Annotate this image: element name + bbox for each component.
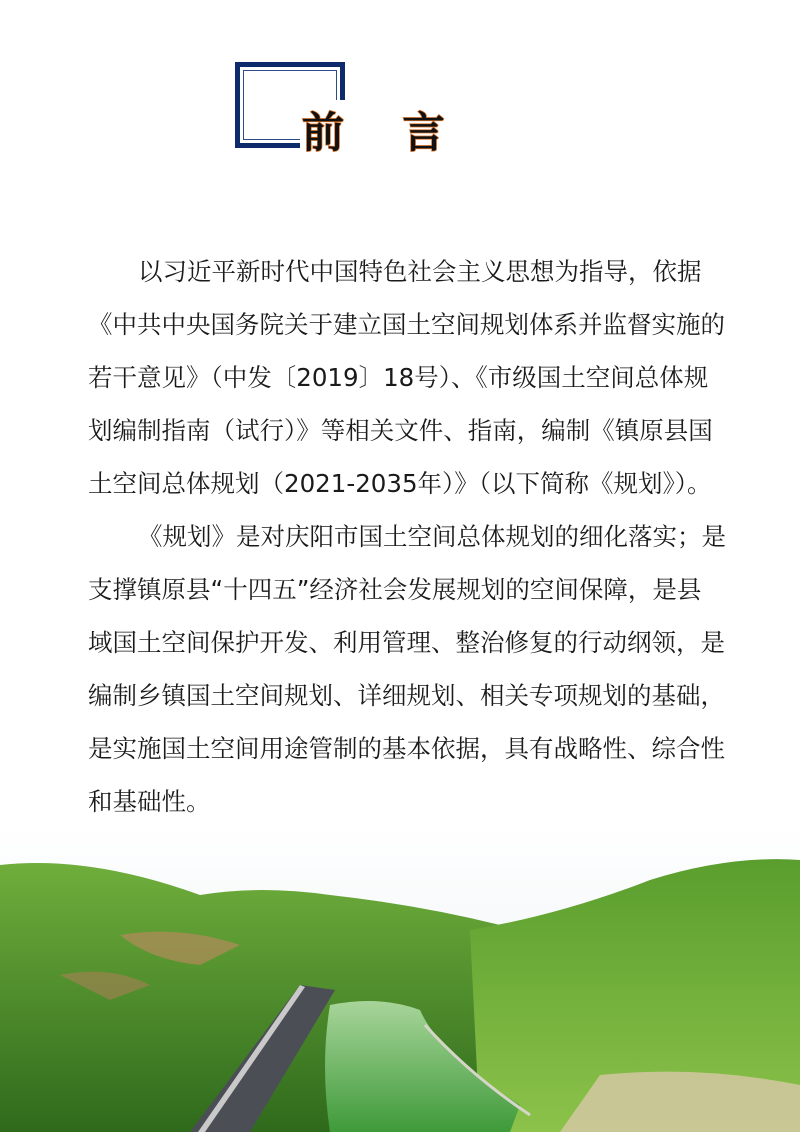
text-line: 编制乡镇国土空间规划、详细规划、相关专项规划的基础，	[88, 681, 725, 710]
page-title: 前 言	[302, 108, 467, 157]
text-line: 《中共中央国务院关于建立国土空间规划体系并监督实施的	[88, 310, 725, 339]
text-line: 支撑镇原县“十四五”经济社会发展规划的空间保障，是县	[88, 575, 702, 604]
text-line: 《规划》是对庆阳市国土空间总体规划的细化落实；是	[138, 522, 726, 551]
text-line: 以习近平新时代中国特色社会主义思想为指导，依据	[138, 257, 702, 286]
text-line: 土空间总体规划（2021-2035年）》（以下简称《规划》）。	[88, 469, 712, 498]
text-line: 域国土空间保护开发、利用管理、整治修复的行动纲领，是	[88, 628, 725, 657]
text-line: 划编制指南（试行）》等相关文件、指南，编制《镇原县国	[88, 416, 713, 445]
preface-body	[88, 252, 748, 835]
landscape-photo	[0, 825, 800, 1132]
text-line: 是实施国土空间用途管制的基本依据，具有战略性、综合性	[88, 734, 725, 763]
text-line: 若干意见》（中发〔2019〕18号）、《市级国土空间总体规	[88, 363, 709, 392]
text-line: 和基础性。	[88, 787, 211, 816]
